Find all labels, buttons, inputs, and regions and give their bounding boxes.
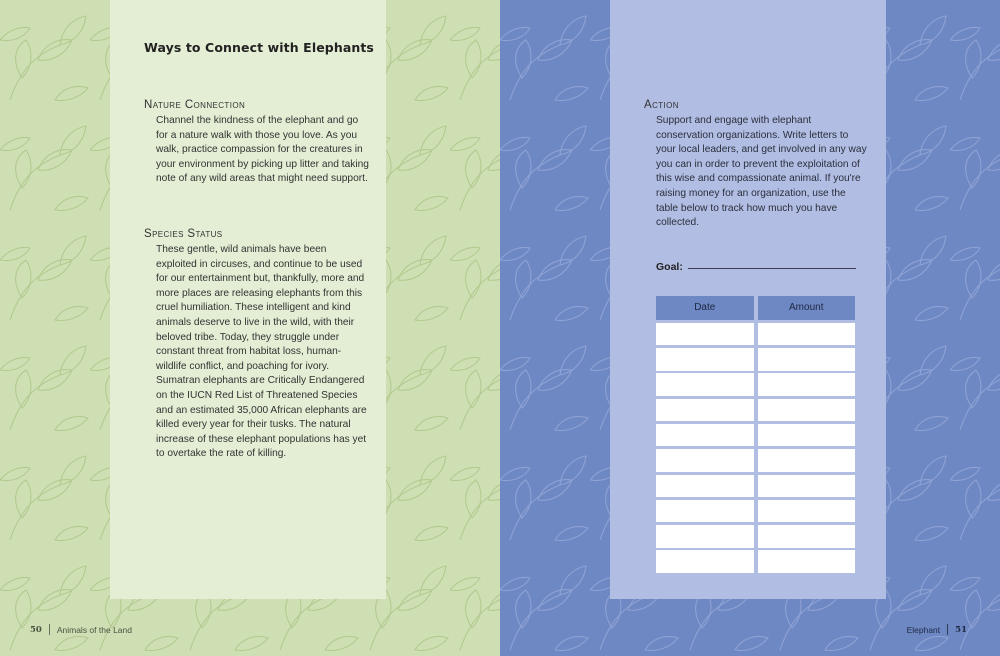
table-row: [656, 500, 855, 523]
table-row: [656, 525, 855, 548]
nature-connection-body: Channel the kindness of the elephant and go for a nature walk with those you love. As you walk, practice compassion for the creatures in your environment by picking up litter and taking note of any wild areas that might need support.: [156, 115, 369, 185]
running-title-left: Animals of the Land: [56, 624, 132, 635]
date-cell: [656, 323, 754, 346]
right-text-panel: [610, 0, 886, 599]
table-row: [656, 348, 855, 371]
footer-divider: [49, 624, 50, 635]
amount-cell: [758, 373, 856, 396]
right-footer: [907, 624, 967, 635]
left-footer: [30, 624, 132, 635]
goal-write-line: [688, 268, 856, 269]
donation-tracker-table: [656, 296, 855, 573]
date-cell: [656, 475, 754, 498]
date-cell: [656, 525, 754, 548]
date-cell: [656, 449, 754, 472]
page-number-left: 50: [30, 624, 42, 635]
date-cell: [656, 348, 754, 371]
date-column-header: Date: [656, 296, 754, 320]
amount-cell: [758, 500, 856, 523]
right-page: [500, 0, 1000, 656]
amount-cell: [758, 323, 856, 346]
amount-cell: [758, 525, 856, 548]
amount-cell: [758, 475, 856, 498]
date-cell: [656, 550, 754, 573]
left-text-panel: [110, 0, 386, 599]
nature-connection-heading: Nature Connection: [144, 99, 246, 111]
page-number-right: 51: [955, 624, 967, 635]
table-row: [656, 475, 855, 498]
table-row: [656, 373, 855, 396]
amount-cell: [758, 550, 856, 573]
table-header: [656, 296, 855, 320]
table-row: [656, 449, 855, 472]
table-row: [656, 399, 855, 422]
running-title-right: Elephant: [906, 624, 941, 635]
date-cell: [656, 399, 754, 422]
amount-cell: [758, 399, 856, 422]
amount-cell: [758, 449, 856, 472]
species-status-body: These gentle, wild animals have been exploited in circuses, and continue to be used for our entertainment but, thankfully, more and more places are releasing elephants from this cruel humiliation. These intelligent and kind animals deserve to live in the wild, with their beloved tribe. Today, they struggle under constant threat from habitat loss, human-wildlife conflict, and poaching for ivory. Sumatran elephants are Critically Endangered on the IUCN Red List of Threatened Species and an estimated 35,000 African elephants are killed every year for their tusks. The natural increase of these elephant populations has yet to overtake the rate of killing.: [156, 244, 367, 460]
table-row: [656, 424, 855, 447]
species-status-heading: Species Status: [144, 228, 223, 240]
date-cell: [656, 373, 754, 396]
amount-cell: [758, 424, 856, 447]
footer-divider: [947, 624, 948, 635]
amount-cell: [758, 348, 856, 371]
date-cell: [656, 424, 754, 447]
amount-column-header: Amount: [758, 296, 856, 320]
table-row: [656, 550, 855, 573]
action-heading: Action: [644, 99, 679, 111]
goal-label: Goal:: [656, 261, 683, 273]
action-body: Support and engage with elephant conservation organizations. Write letters to your local leaders, and get involved in any way you can in order to prevent the exploitation of this wise and compassionate animal. If you're raising money for an organization, use the table below to track how much you have collected.: [656, 115, 867, 229]
page-title: Ways to Connect with Elephants: [144, 40, 374, 55]
date-cell: [656, 500, 754, 523]
table-row: [656, 323, 855, 346]
